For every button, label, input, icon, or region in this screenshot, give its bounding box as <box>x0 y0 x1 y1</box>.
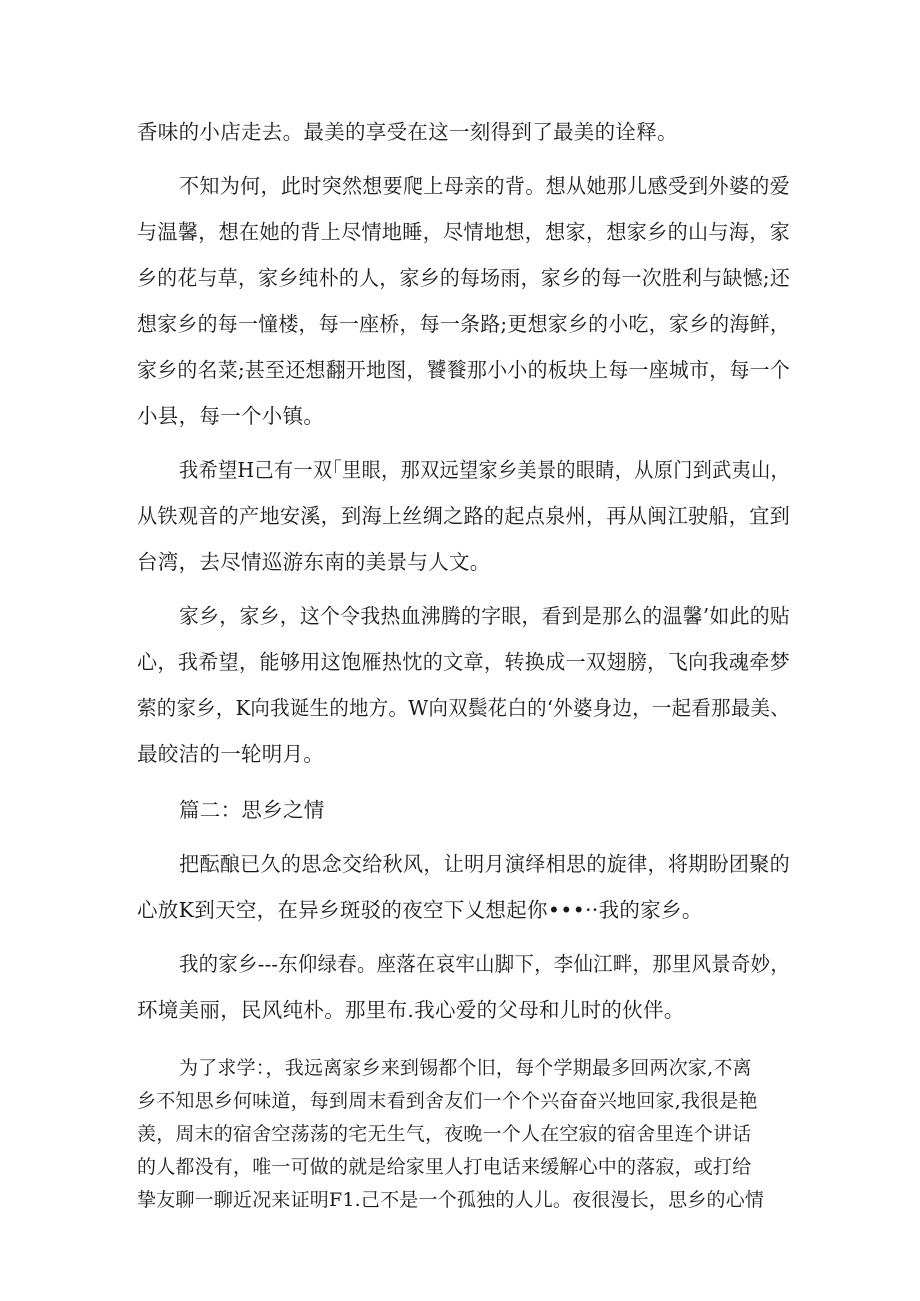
document-page: 香味的小店走去。最美的享受在这一刻得到了最美的诠释。 不知为何，此时突然想要爬上母亲的背。想从她那儿感受到外婆的爱 与温馨，想在她的背上尽情地睡，尽情地想，想家，想家乡的山与海，家 乡的花与草，家乡纯朴的人，家乡的每场雨，家乡的每一次胜利与缺憾;还 想家乡的每一憧楼，每一座桥，每一条路;更想家乡的小吃，家乡的海鲜， 家乡的名菜;甚至还想翻开地图，饕餮那小小的板块上每一座城市，每一个 小县，每一个小镇。 我希望H己有一双｢里眼，那双远望家乡美景的眼睛，从原门到武夷山， 从铁观音的产地安溪，到海上丝绸之路的起点泉州，再从闽江驶船，宜到 台湾，去尽情巡游东南的美景与人文。 家乡，家乡，这个令我热血沸腾的字眼，看到是那么的温馨’如此的贴 心，我希望，能够用这饱雁热忱的文章，转换成一双翅膀，飞向我魂牵梦 萦的家乡，K向我诞生的地方。W向双鬓花白的‘外婆身边，一起看那最美、 最皎洁的一轮明月。 篇二：思乡之情 把酝酿已久的思念交给秋风，让明月演绎相思的旋律，将期盼团聚的 心放K到天空，在异乡斑驳的夜空下乂想起你•••··我的家乡。 我的家乡---东仰绿春。座落在哀牢山脚下，李仙江畔，那里风景奇妙， 环境美丽，民风纯朴。那里布.我心爱的父母和儿时的伙伴。 为了求学：，我远离家乡来到锡都个旧，每个学期最多回两次家,不离 乡不知思乡何味道，每到周末看到舍友们一个个兴奋奋兴地回家,我很是艳 羡，周末的宿舍空荡荡的宅无生气，夜晚一个人在空寂的宿舍里连个讲话 的人都没有，唯一可做的就是给家里人打电话来缓解心中的落寂，或打给 挚友聊一聊近况来证明F1.己不是一个孤独的人儿。夜很漫长，思乡的心情 <box>137 120 791 1211</box>
